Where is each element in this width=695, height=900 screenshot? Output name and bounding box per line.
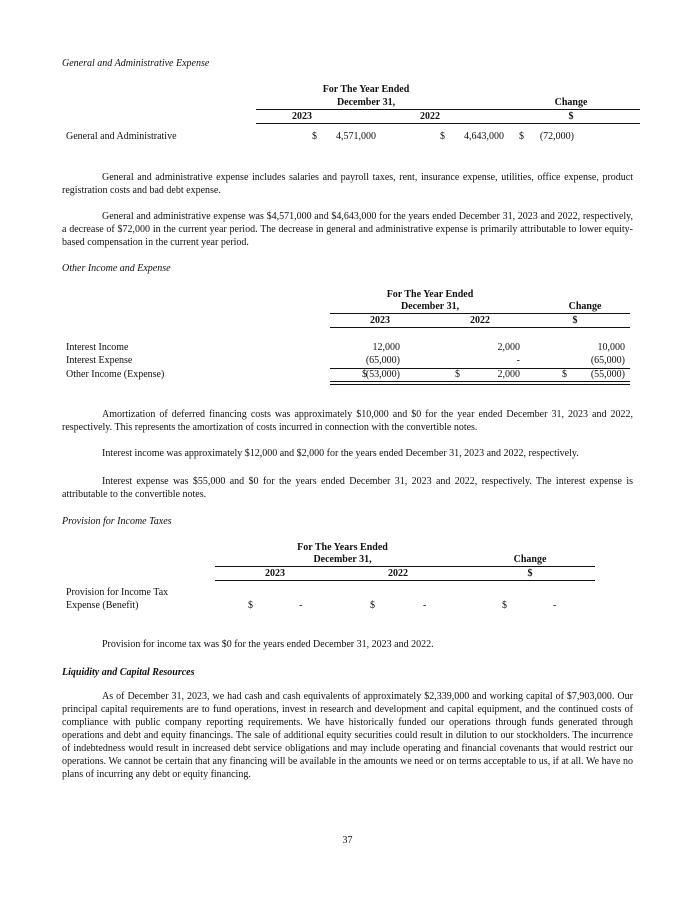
pit-row-label-line2: Expense (Benefit) — [66, 600, 139, 611]
page-number: 37 — [342, 835, 353, 846]
pit-col-change-unit: $ — [527, 568, 533, 579]
pit-header-line1: For The Years Ended — [297, 542, 388, 553]
oie-row-value-2022: - — [516, 355, 520, 366]
ga-value-2023: 4,571,000 — [336, 131, 376, 142]
oie-heading: Other Income and Expense — [62, 263, 171, 274]
oie-row-value-change: (55,000) — [590, 369, 625, 380]
interest-income-paragraph: Interest income was approximately $12,000 and $2,000 for the years ended December 31, 2023 and 2022, respectively. — [102, 448, 579, 459]
ga-row-label: General and Administrative — [66, 131, 177, 142]
oie-total-double-rule — [330, 381, 630, 385]
pit-col-2023: 2023 — [265, 568, 285, 579]
pit-value-2023: - — [299, 600, 303, 611]
oie-row-label: Other Income (Expense) — [66, 369, 165, 380]
ga-col-change-unit: $ — [568, 111, 574, 122]
oie-total-dollar-2022: $ — [455, 369, 460, 380]
ga-change-header: Change — [554, 97, 588, 108]
oie-row-value-2023: (65,000) — [365, 355, 400, 366]
pit-value-2022: - — [423, 600, 427, 611]
ga-dollar-change: $ — [519, 131, 524, 142]
provision-paragraph: Provision for income tax was $0 for the years ended December 31, 2023 and 2022. — [102, 639, 434, 650]
pit-value-change: - — [553, 600, 557, 611]
pit-dollar-change: $ — [502, 600, 507, 611]
ga-col-2022: 2022 — [420, 111, 440, 122]
liquidity-paragraph: As of December 31, 2023, we had cash and cash equivalents of approximately $2,339,000 and working capital of $7,903,000. Our principal capital requirements are to fund operations, invest in research and development and capital equipment, and the continued costs of compliance with public company reporting requirements. We have historically funded our operations through funds generated through operations and debt and equity financings. The sale of additional equity securities could result in dilution to our stockholders. The incurrence of indebtedness would result in increased debt service obligations and may include operating and financial covenants that would restrict our operations. We cannot be certain that any financing will be available in the amounts we need or on terms acceptable to us, if at all. We have no plans of incurring any debt or equity financing. — [62, 691, 633, 780]
ga-header-line1: For The Year Ended — [322, 84, 410, 95]
amortization-paragraph: Amortization of deferred financing costs was approximately $10,000 and $0 for the year ended December 31, 2023 and 2022, respectively. This represents the amortization of costs incurred in connection with the convertible notes. — [62, 409, 633, 433]
pit-header-line2: December 31, — [313, 554, 372, 565]
ga-subheader-rule — [256, 123, 640, 124]
liquidity-heading: Liquidity and Capital Resources — [62, 667, 195, 678]
oie-col-2022: 2022 — [470, 315, 490, 326]
oie-row-value-2022: 2,000 — [497, 342, 520, 353]
oie-col-change-unit: $ — [572, 315, 578, 326]
ga-heading: General and Administrative Expense — [62, 58, 210, 69]
ga-col-2023: 2023 — [292, 111, 312, 122]
ga-value-2022: 4,643,000 — [464, 131, 504, 142]
pit-change-header: Change — [513, 554, 547, 565]
interest-expense-paragraph: Interest expense was $55,000 and $0 for the years ended December 31, 2023 and 2022, respectively. The interest expense is attributable to the convertible notes. — [62, 476, 633, 500]
pit-dollar-2022: $ — [370, 600, 375, 611]
oie-row-value-2023: 12,000 — [372, 342, 400, 353]
oie-header-rule — [330, 313, 630, 314]
ga-comparison-paragraph: General and administrative expense was $4,571,000 and $4,643,000 for the years ended December 31, 2023 and 2022, respectively, a decrease of $72,000 in the current year period. The decrease in general and administrative expense is primarily attributable to lower equity-based compensation in the current year period. — [62, 211, 633, 248]
ga-description-paragraph: General and administrative expense includes salaries and payroll taxes, rent, insurance expense, utilities, office expense, product registration costs and bad debt expense. — [62, 172, 633, 196]
oie-row-value-2023: (53,000) — [365, 369, 400, 380]
oie-subheader-rule — [330, 327, 630, 328]
pit-heading: Provision for Income Taxes — [62, 516, 172, 527]
oie-row-value-2022: 2,000 — [497, 369, 520, 380]
oie-row-label: Interest Income — [66, 342, 129, 353]
ga-header-line2: December 31, — [336, 97, 396, 108]
oie-row-value-change: (65,000) — [590, 355, 625, 366]
pit-col-2022: 2022 — [388, 568, 408, 579]
ga-dollar-2023: $ — [312, 131, 317, 142]
pit-subheader-rule — [215, 580, 595, 581]
oie-row-value-change: 10,000 — [597, 342, 625, 353]
pit-row-label-line1: Provision for Income Tax — [66, 587, 169, 598]
ga-dollar-2022: $ — [440, 131, 445, 142]
oie-total-dollar-2023: $ — [362, 369, 367, 380]
oie-col-2023: 2023 — [370, 315, 390, 326]
pit-header-rule — [215, 566, 595, 567]
oie-total-dollar-change: $ — [562, 369, 567, 380]
oie-header-line1: For The Year Ended — [386, 289, 474, 300]
oie-change-header: Change — [568, 301, 602, 312]
oie-header-line2: December 31, — [400, 301, 460, 312]
ga-header-rule — [256, 109, 640, 110]
pit-dollar-2023: $ — [248, 600, 253, 611]
ga-value-change: (72,000) — [539, 131, 574, 142]
oie-row-label: Interest Expense — [66, 355, 133, 366]
